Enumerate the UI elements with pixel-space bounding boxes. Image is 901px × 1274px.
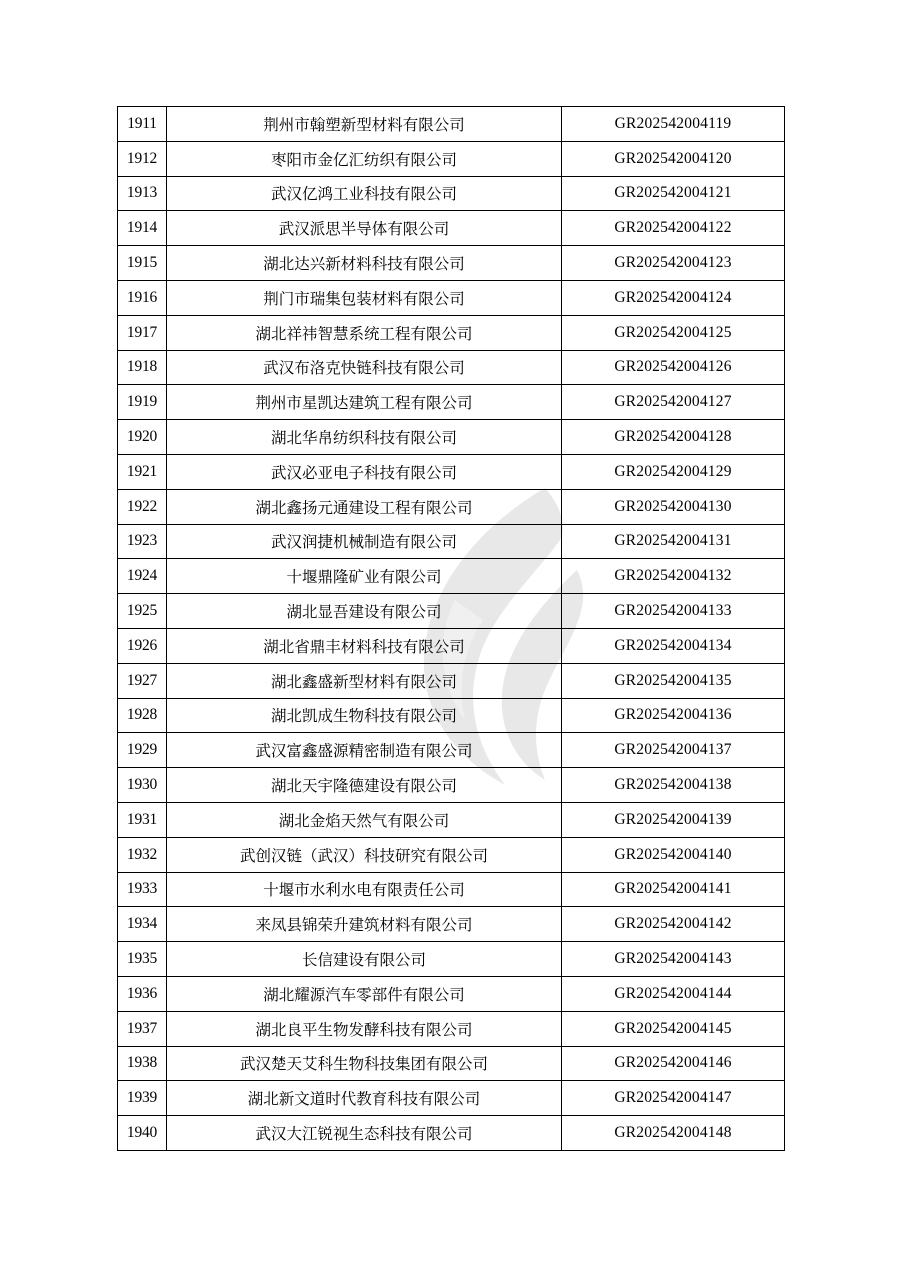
table-row (118, 489, 785, 524)
certificate-code: GR202542004143 (562, 942, 785, 977)
table-row (118, 1116, 785, 1151)
company-name: 湖北天宇隆德建设有限公司 (167, 768, 562, 803)
row-number: 1930 (118, 768, 167, 803)
company-name: 武创汉链（武汉）科技研究有限公司 (167, 837, 562, 872)
company-name: 湖北金焰天然气有限公司 (167, 802, 562, 837)
certificate-code: GR202542004123 (562, 246, 785, 281)
company-name: 来凤县锦荣升建筑材料有限公司 (167, 907, 562, 942)
table-body (118, 107, 785, 1151)
row-number: 1934 (118, 907, 167, 942)
row-number: 1920 (118, 420, 167, 455)
table-row (118, 350, 785, 385)
table-row (118, 559, 785, 594)
certificate-code: GR202542004139 (562, 802, 785, 837)
certificate-code: GR202542004146 (562, 1046, 785, 1081)
row-number: 1932 (118, 837, 167, 872)
table-row (118, 698, 785, 733)
row-number: 1928 (118, 698, 167, 733)
table-row (118, 663, 785, 698)
table-row (118, 176, 785, 211)
company-name: 湖北达兴新材料科技有限公司 (167, 246, 562, 281)
certificate-code: GR202542004135 (562, 663, 785, 698)
table-row (118, 976, 785, 1011)
company-name: 十堰市水利水电有限责任公司 (167, 872, 562, 907)
certificate-code: GR202542004147 (562, 1081, 785, 1116)
certificate-code: GR202542004144 (562, 976, 785, 1011)
certificate-code: GR202542004132 (562, 559, 785, 594)
certificate-code: GR202542004122 (562, 211, 785, 246)
company-name: 武汉派思半导体有限公司 (167, 211, 562, 246)
table-row (118, 733, 785, 768)
table-row (118, 768, 785, 803)
table-row (118, 837, 785, 872)
company-name: 湖北鑫盛新型材料有限公司 (167, 663, 562, 698)
row-number: 1911 (118, 107, 167, 142)
row-number: 1937 (118, 1011, 167, 1046)
row-number: 1936 (118, 976, 167, 1011)
company-name: 枣阳市金亿汇纺织有限公司 (167, 141, 562, 176)
row-number: 1922 (118, 489, 167, 524)
row-number: 1933 (118, 872, 167, 907)
company-name: 长信建设有限公司 (167, 942, 562, 977)
row-number: 1927 (118, 663, 167, 698)
row-number: 1926 (118, 628, 167, 663)
table-row (118, 107, 785, 142)
certificate-code: GR202542004148 (562, 1116, 785, 1151)
table-row (118, 454, 785, 489)
certificate-code: GR202542004134 (562, 628, 785, 663)
row-number: 1931 (118, 802, 167, 837)
table-row (118, 524, 785, 559)
company-name: 湖北省鼎丰材料科技有限公司 (167, 628, 562, 663)
company-name: 湖北祥祎智慧系统工程有限公司 (167, 315, 562, 350)
certificate-code: GR202542004121 (562, 176, 785, 211)
company-name: 武汉大江锐视生态科技有限公司 (167, 1116, 562, 1151)
company-name: 湖北显吾建设有限公司 (167, 594, 562, 629)
table-row (118, 872, 785, 907)
company-name: 武汉润捷机械制造有限公司 (167, 524, 562, 559)
company-name: 湖北凯成生物科技有限公司 (167, 698, 562, 733)
certificate-code: GR202542004127 (562, 385, 785, 420)
row-number: 1912 (118, 141, 167, 176)
certificate-code: GR202542004131 (562, 524, 785, 559)
company-name: 荆州市翰塑新型材料有限公司 (167, 107, 562, 142)
company-name: 荆州市星凯达建筑工程有限公司 (167, 385, 562, 420)
certificate-code: GR202542004128 (562, 420, 785, 455)
row-number: 1938 (118, 1046, 167, 1081)
row-number: 1915 (118, 246, 167, 281)
certificate-code: GR202542004125 (562, 315, 785, 350)
certificate-code: GR202542004130 (562, 489, 785, 524)
table-row (118, 211, 785, 246)
table-row (118, 628, 785, 663)
table-row (118, 141, 785, 176)
company-name: 湖北华帛纺织科技有限公司 (167, 420, 562, 455)
table-row (118, 420, 785, 455)
certificate-code: GR202542004119 (562, 107, 785, 142)
company-name: 湖北耀源汽车零部件有限公司 (167, 976, 562, 1011)
certificate-code: GR202542004138 (562, 768, 785, 803)
table-row (118, 907, 785, 942)
table-row (118, 594, 785, 629)
company-name: 湖北鑫扬元通建设工程有限公司 (167, 489, 562, 524)
certificate-code: GR202542004142 (562, 907, 785, 942)
row-number: 1914 (118, 211, 167, 246)
company-name: 湖北新文道时代教育科技有限公司 (167, 1081, 562, 1116)
company-name: 武汉必亚电子科技有限公司 (167, 454, 562, 489)
certificate-code: GR202542004126 (562, 350, 785, 385)
row-number: 1918 (118, 350, 167, 385)
certificate-code: GR202542004136 (562, 698, 785, 733)
row-number: 1924 (118, 559, 167, 594)
row-number: 1940 (118, 1116, 167, 1151)
row-number: 1916 (118, 280, 167, 315)
row-number: 1925 (118, 594, 167, 629)
table-row (118, 246, 785, 281)
company-name: 武汉布洛克快链科技有限公司 (167, 350, 562, 385)
table-row (118, 280, 785, 315)
company-name: 荆门市瑞集包装材料有限公司 (167, 280, 562, 315)
row-number: 1921 (118, 454, 167, 489)
certificate-code: GR202542004141 (562, 872, 785, 907)
company-name: 湖北良平生物发酵科技有限公司 (167, 1011, 562, 1046)
row-number: 1929 (118, 733, 167, 768)
row-number: 1923 (118, 524, 167, 559)
certificate-code: GR202542004140 (562, 837, 785, 872)
row-number: 1935 (118, 942, 167, 977)
certificate-code: GR202542004137 (562, 733, 785, 768)
company-name: 十堰鼎隆矿业有限公司 (167, 559, 562, 594)
row-number: 1917 (118, 315, 167, 350)
table-row (118, 385, 785, 420)
company-list-table (117, 106, 785, 1151)
certificate-code: GR202542004129 (562, 454, 785, 489)
row-number: 1913 (118, 176, 167, 211)
table-row (118, 315, 785, 350)
certificate-code: GR202542004124 (562, 280, 785, 315)
table-row (118, 942, 785, 977)
certificate-code: GR202542004133 (562, 594, 785, 629)
company-name: 武汉楚天艾科生物科技集团有限公司 (167, 1046, 562, 1081)
table-row (118, 1046, 785, 1081)
table-row (118, 802, 785, 837)
row-number: 1939 (118, 1081, 167, 1116)
table-row (118, 1011, 785, 1046)
company-name: 武汉亿鸿工业科技有限公司 (167, 176, 562, 211)
company-name: 武汉富鑫盛源精密制造有限公司 (167, 733, 562, 768)
row-number: 1919 (118, 385, 167, 420)
certificate-code: GR202542004120 (562, 141, 785, 176)
certificate-code: GR202542004145 (562, 1011, 785, 1046)
table-row (118, 1081, 785, 1116)
